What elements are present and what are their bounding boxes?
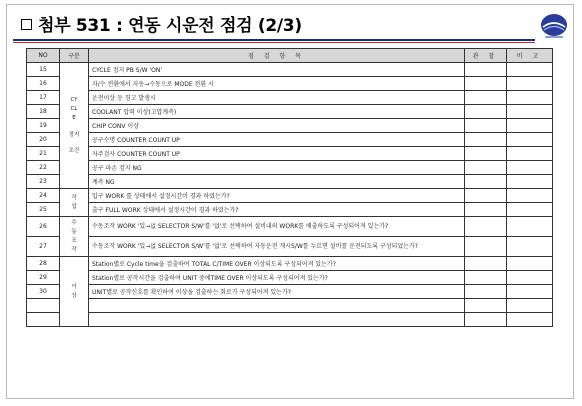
checkbox-square-icon — [21, 19, 32, 30]
table-row — [27, 237, 553, 257]
row-no: 28 — [27, 257, 60, 271]
table-row — [27, 203, 553, 217]
row-remark-cell[interactable] — [507, 237, 553, 257]
checklist-table — [26, 48, 553, 327]
row-remark-cell[interactable] — [507, 63, 553, 77]
row-no: 30 — [27, 285, 60, 299]
table-row — [27, 217, 553, 237]
row-remark-cell[interactable] — [507, 91, 553, 105]
row-no: 25 — [27, 203, 60, 217]
row-check-cell[interactable] — [465, 285, 507, 299]
row-no: 26 — [27, 217, 60, 237]
row-remark-cell[interactable] — [507, 285, 553, 299]
table-row — [27, 271, 553, 285]
row-item: 계측 NG — [89, 175, 465, 189]
row-item: Station별로 공작시간을 검출하여 UNIT 중에TIME OVER 이상되도록 구성되어져 있는가? — [89, 271, 465, 285]
table-row — [27, 119, 553, 133]
row-no: 22 — [27, 161, 60, 175]
row-no: 18 — [27, 105, 60, 119]
row-item: 자주검사 COUNTER COUNT UP — [89, 147, 465, 161]
row-item — [89, 313, 465, 327]
row-check-cell[interactable] — [465, 91, 507, 105]
row-check-cell[interactable] — [465, 299, 507, 313]
table-row — [27, 133, 553, 147]
row-check-cell[interactable] — [465, 217, 507, 237]
row-item: 공구 파손 검지 NG — [89, 161, 465, 175]
row-remark-cell[interactable] — [507, 203, 553, 217]
row-item — [89, 299, 465, 313]
table-row — [27, 189, 553, 203]
row-check-cell[interactable] — [465, 119, 507, 133]
row-remark-cell[interactable] — [507, 133, 553, 147]
row-no: 24 — [27, 189, 60, 203]
row-no: 23 — [27, 175, 60, 189]
row-item: 자/수 전환에서 자동→수동으로 MODE 전환 시 — [89, 77, 465, 91]
row-item: CYCLE 정지 PB S/W 'ON' — [89, 63, 465, 77]
group-label-manual: 수 동 조 작 — [71, 219, 77, 253]
row-check-cell[interactable] — [465, 133, 507, 147]
row-item: 수동조작 WORK '있→없 SELECTOR S/W'를 '없'로 선택하여 설비내의 WORK를 배출하도록 구성되어져 있는가? — [89, 217, 465, 237]
row-remark-cell[interactable] — [507, 147, 553, 161]
col-header-item: 점 검 항 목 — [89, 49, 465, 63]
header-rule-red — [13, 42, 535, 43]
company-logo-icon — [539, 13, 569, 39]
row-check-cell[interactable] — [465, 189, 507, 203]
row-no: 17 — [27, 91, 60, 105]
header-rule-blue — [13, 39, 535, 41]
group-cell-abnormal — [60, 257, 89, 327]
row-check-cell[interactable] — [465, 271, 507, 285]
row-check-cell[interactable] — [465, 313, 507, 327]
row-remark-cell[interactable] — [507, 217, 553, 237]
row-remark-cell[interactable] — [507, 313, 553, 327]
row-item: 공구수명 COUNTER COUNT UP — [89, 133, 465, 147]
page-title — [21, 11, 302, 36]
group-cell-work — [60, 189, 89, 217]
row-no: 20 — [27, 133, 60, 147]
table-row — [27, 105, 553, 119]
row-no: 21 — [27, 147, 60, 161]
col-header-remark: 비 고 — [507, 49, 553, 63]
row-remark-cell[interactable] — [507, 299, 553, 313]
row-no — [27, 299, 60, 313]
row-item: CHIP CONV 이상 — [89, 119, 465, 133]
group-cell-manual — [60, 217, 89, 257]
table-header-row — [27, 49, 553, 63]
row-item: COOLANT 압력 이상(고압계측) — [89, 105, 465, 119]
table-row — [27, 299, 553, 313]
row-check-cell[interactable] — [465, 203, 507, 217]
group-label-condition: 조건 — [68, 148, 80, 154]
row-remark-cell[interactable] — [507, 189, 553, 203]
row-remark-cell[interactable] — [507, 175, 553, 189]
row-no: 29 — [27, 271, 60, 285]
row-remark-cell[interactable] — [507, 119, 553, 133]
row-remark-cell[interactable] — [507, 77, 553, 91]
table-row — [27, 257, 553, 271]
row-no: 16 — [27, 77, 60, 91]
group-cell-cycle-stop — [60, 63, 89, 189]
row-remark-cell[interactable] — [507, 257, 553, 271]
group-label-work: 작 업 — [71, 194, 77, 210]
table-row — [27, 147, 553, 161]
row-item: 출구 FULL WORK 상태에서 설정시간이 경과 하였는가? — [89, 203, 465, 217]
row-check-cell[interactable] — [465, 257, 507, 271]
row-item: 수동조작 WORK '있→없 SELECTOR S/W'를 '없'로 선택하여 자동운전 개시S/W를 누르면 설비를 운전되도록 구성되었는가? — [89, 237, 465, 257]
row-check-cell[interactable] — [465, 105, 507, 119]
table-row — [27, 63, 553, 77]
row-check-cell[interactable] — [465, 175, 507, 189]
row-no: 19 — [27, 119, 60, 133]
row-remark-cell[interactable] — [507, 271, 553, 285]
row-check-cell[interactable] — [465, 77, 507, 91]
row-item: 입구 WORK 를 상태에서 설정시간이 경과 하였는가? — [89, 189, 465, 203]
table-row — [27, 313, 553, 327]
group-label-abnormal: 이 상 — [71, 283, 77, 299]
group-label-stop: 정지 — [68, 132, 80, 138]
row-item: UNIT별로 공작신호를 확인하여 이상을 검출하는 회로가 구성되어져 있는가? — [89, 285, 465, 299]
row-check-cell[interactable] — [465, 63, 507, 77]
table-row — [27, 285, 553, 299]
table-row — [27, 175, 553, 189]
row-no — [27, 313, 60, 327]
row-check-cell[interactable] — [465, 161, 507, 175]
row-no: 15 — [27, 63, 60, 77]
row-check-cell[interactable] — [465, 237, 507, 257]
row-item: 운전이상 등 경고 발생시 — [89, 91, 465, 105]
row-remark-cell[interactable] — [507, 105, 553, 119]
col-header-group: 구분 — [60, 49, 89, 63]
row-no: 27 — [27, 237, 60, 257]
title-text: 첨부 531 : 연동 시운전 점검 (2/3) — [38, 16, 302, 36]
row-check-cell[interactable] — [465, 147, 507, 161]
table-row — [27, 161, 553, 175]
col-header-check: 관 찰 — [465, 49, 507, 63]
group-label-cycle: CYCLE — [70, 97, 78, 121]
col-header-no: NO — [27, 49, 60, 63]
table-row — [27, 77, 553, 91]
row-item: Station별로 Cycle time을 검출하여 TOTAL C/TIME OVER 이상되도록 구성되어져 있는가? — [89, 257, 465, 271]
table-row — [27, 91, 553, 105]
row-remark-cell[interactable] — [507, 161, 553, 175]
